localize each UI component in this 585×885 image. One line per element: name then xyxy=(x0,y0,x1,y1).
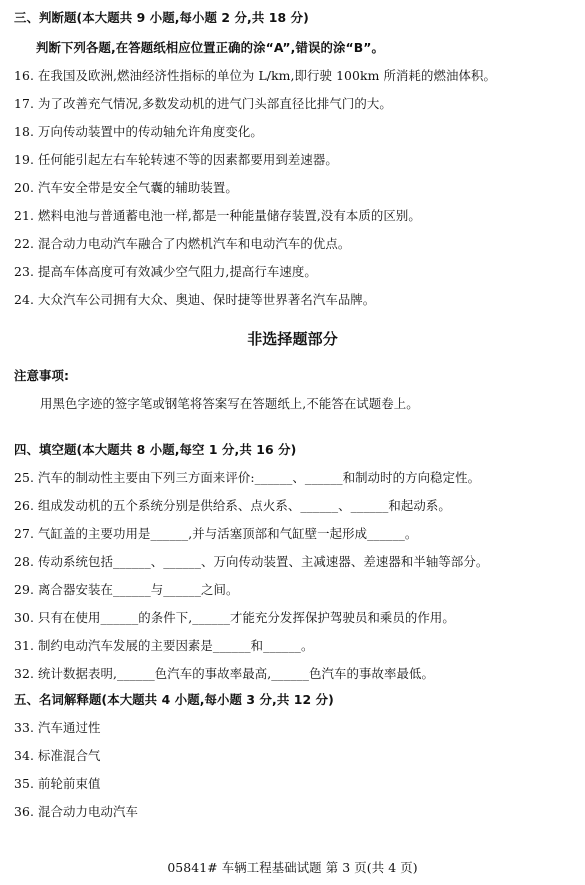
fill-section-header: 四、填空题(本大题共 8 小题,每空 1 分,共 16 分) xyxy=(14,442,297,457)
page-footer: 05841# 车辆工程基础试题 第 3 页(共 4 页) xyxy=(167,860,418,875)
question-22: 22. 混合动力电动汽车融合了内燃机汽车和电动汽车的优点。 xyxy=(14,236,351,251)
question-27: 27. 气缸盖的主要功用是______,并与活塞顶部和气缸壁一起形成______。 xyxy=(14,526,418,541)
question-28: 28. 传动系统包括______、______、万向传动装置、主减速器、差速器和半轴等部分。 xyxy=(14,554,489,569)
question-34: 34. 标准混合气 xyxy=(14,748,101,763)
notice-label: 注意事项: xyxy=(14,368,70,383)
question-29: 29. 离合器安装在______与______之间。 xyxy=(14,582,239,597)
question-31: 31. 制约电动汽车发展的主要因素是______和______。 xyxy=(14,638,314,653)
question-32: 32. 统计数据表明,______色汽车的事故率最高,______色汽车的事故率最低。 xyxy=(14,666,434,681)
question-30: 30. 只有在使用______的条件下,______才能充分发挥保护驾驶员和乘员的作用。 xyxy=(14,610,455,625)
nonchoice-title: 非选择题部分 xyxy=(247,330,338,348)
judge-section-header: 三、判断题(本大题共 9 小题,每小题 2 分,共 18 分) xyxy=(14,10,309,25)
judge-instruction: 判断下列各题,在答题纸相应位置正确的涂“A”,错误的涂“B”。 xyxy=(36,40,384,55)
question-24: 24. 大众汽车公司拥有大众、奥迪、保时捷等世界著名汽车品牌。 xyxy=(14,292,376,307)
question-36: 36. 混合动力电动汽车 xyxy=(14,804,138,819)
question-16: 16. 在我国及欧洲,燃油经济性指标的单位为 L/km,即行驶 100km 所消耗的燃油体积。 xyxy=(14,68,496,83)
question-20: 20. 汽车安全带是安全气囊的辅助装置。 xyxy=(14,180,238,195)
question-23: 23. 提高车体高度可有效减少空气阻力,提高行车速度。 xyxy=(14,264,317,279)
question-17: 17. 为了改善充气情况,多数发动机的进气门头部直径比排气门的大。 xyxy=(14,96,392,111)
question-25: 25. 汽车的制动性主要由下列三方面来评价:______、______和制动时的方向稳定性。 xyxy=(14,470,481,485)
question-33: 33. 汽车通过性 xyxy=(14,720,101,735)
notice-text: 用黑色字迹的签字笔或钢笔将答案写在答题纸上,不能答在试题卷上。 xyxy=(40,396,419,411)
question-26: 26. 组成发动机的五个系统分别是供给系、点火系、______、______和起动系。 xyxy=(14,498,451,513)
question-21: 21. 燃料电池与普通蓄电池一样,都是一种能量储存装置,没有本质的区别。 xyxy=(14,208,421,223)
question-19: 19. 任何能引起左右车轮转速不等的因素都要用到差速器。 xyxy=(14,152,338,167)
question-18: 18. 万向传动装置中的传动轴允许角度变化。 xyxy=(14,124,263,139)
question-35: 35. 前轮前束值 xyxy=(14,776,101,791)
terms-section-header: 五、名词解释题(本大题共 4 小题,每小题 3 分,共 12 分) xyxy=(14,692,334,707)
